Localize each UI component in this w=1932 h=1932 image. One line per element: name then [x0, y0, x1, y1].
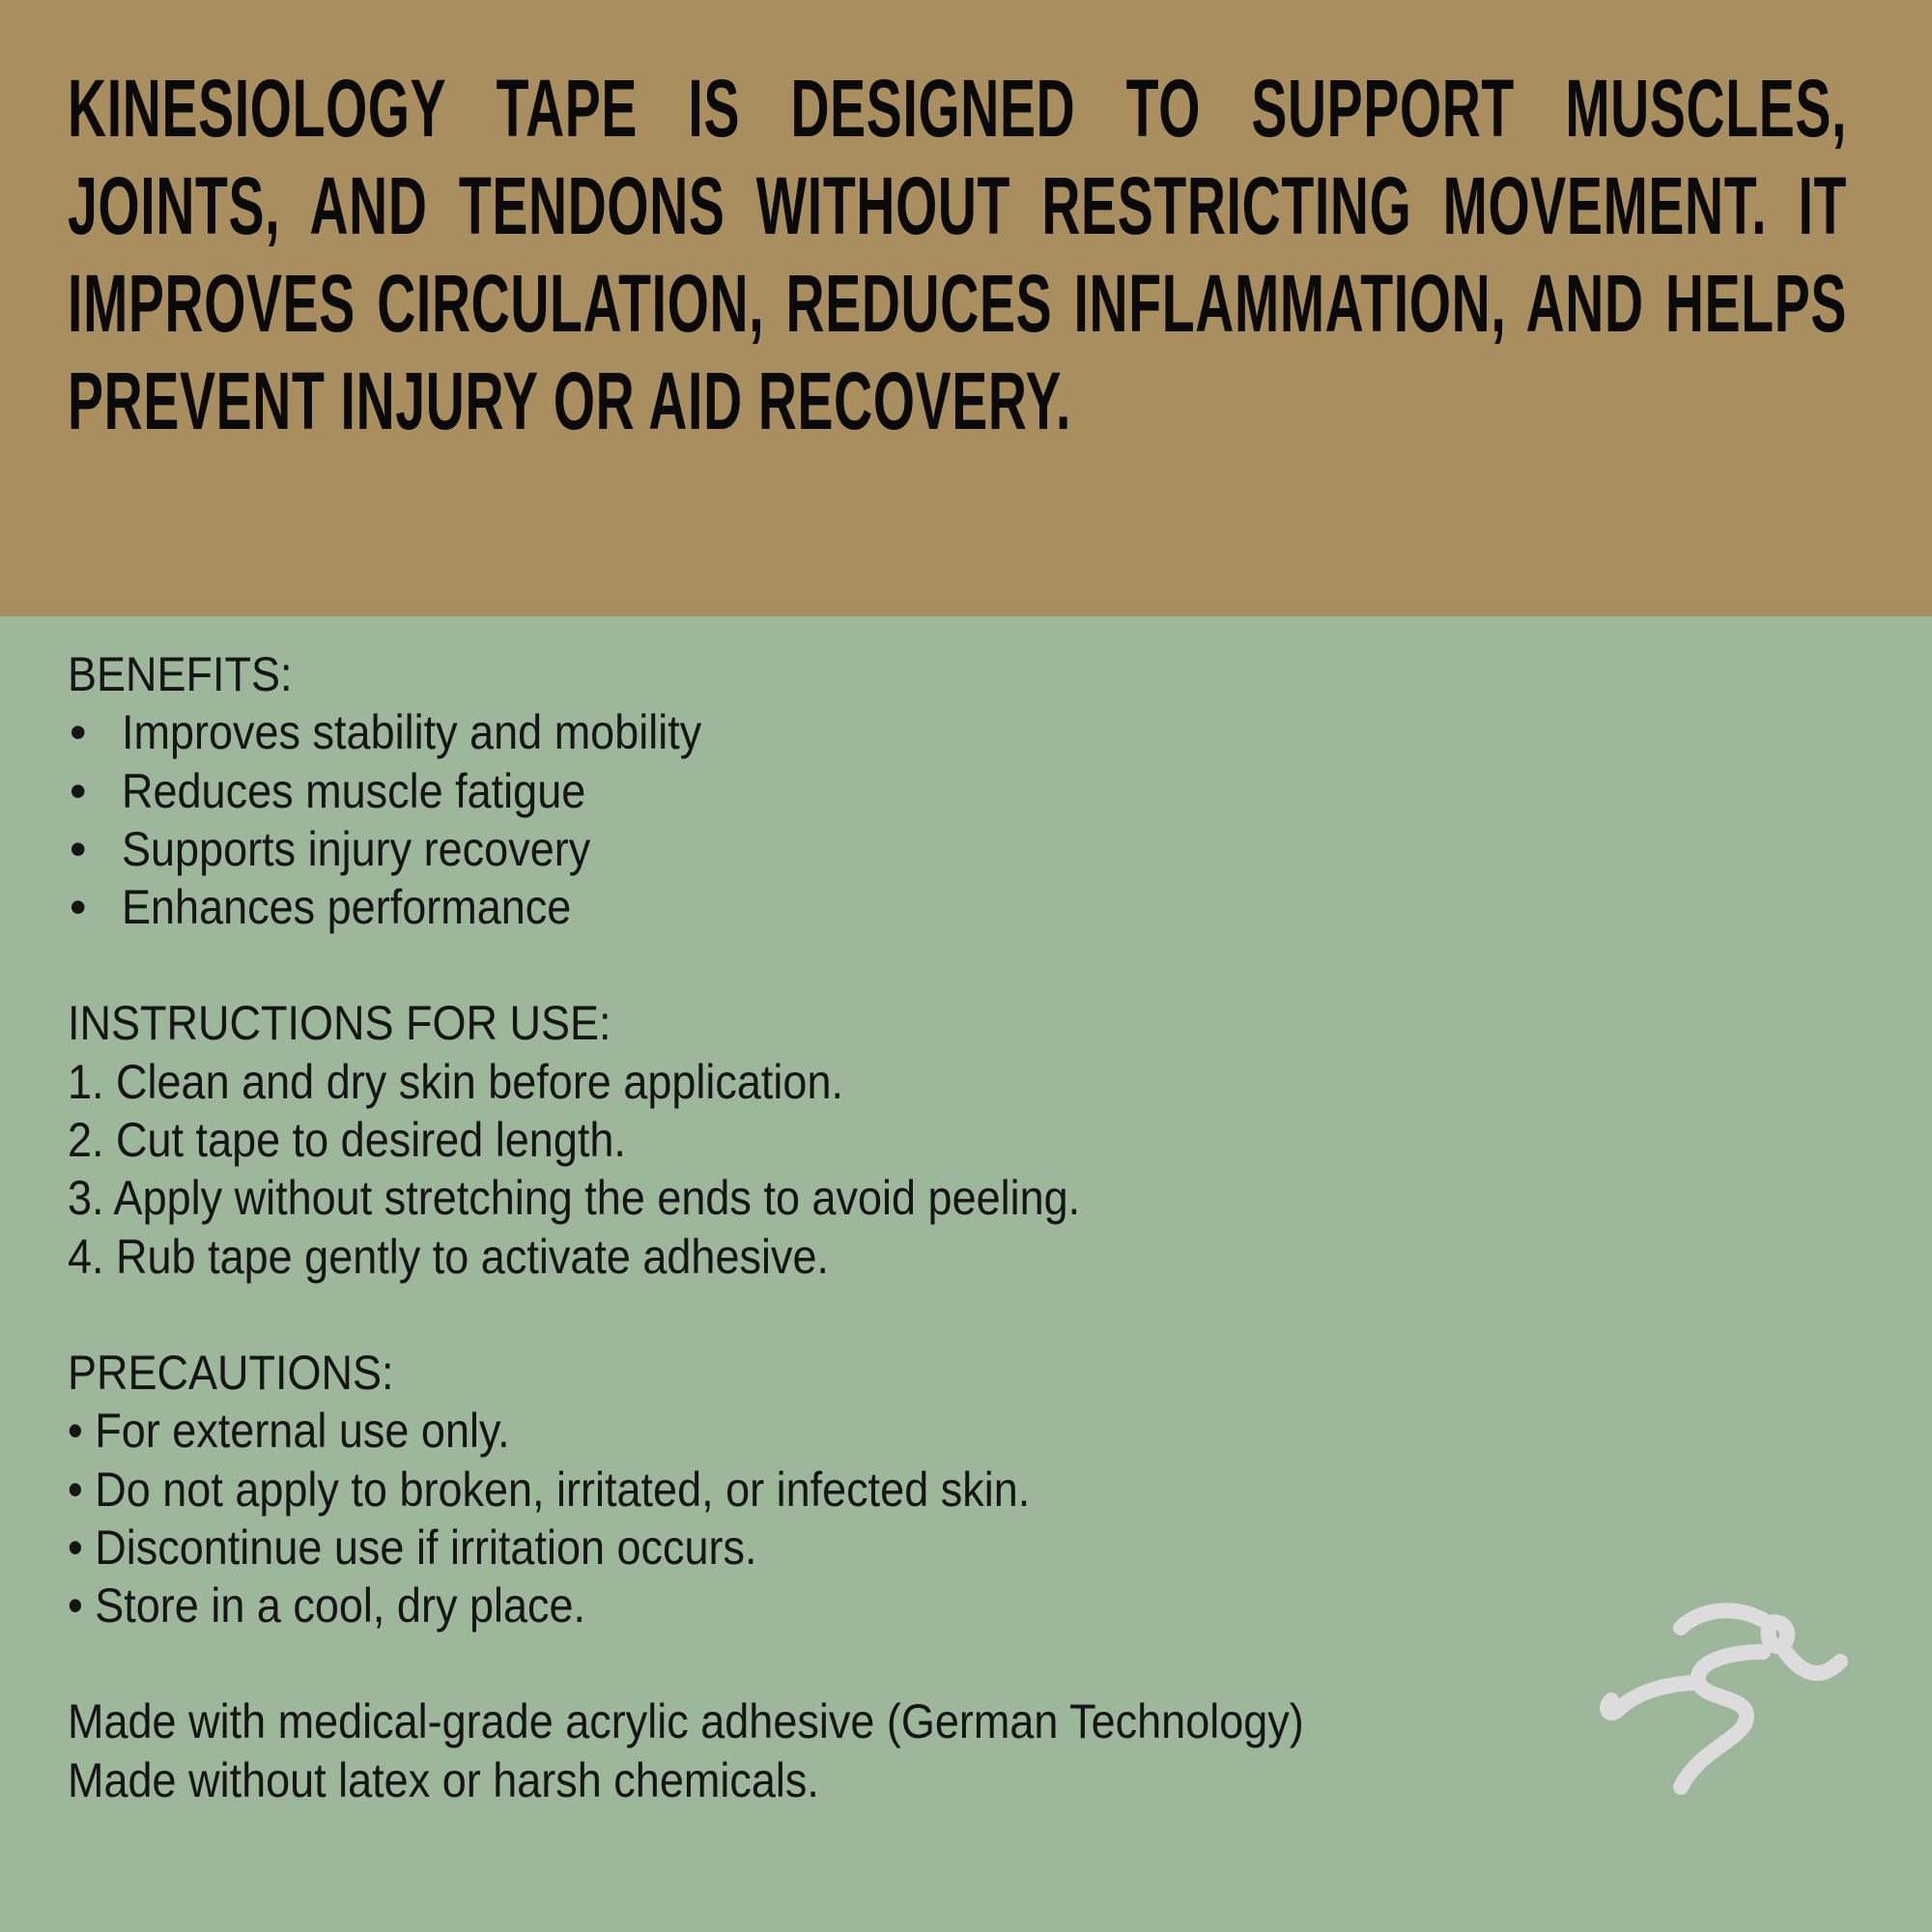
- running-figure-icon: [1584, 1594, 1850, 1797]
- benefits-heading: BENEFITS:: [68, 647, 293, 701]
- list-item: • Discontinue use if irritation occurs.: [68, 1520, 757, 1575]
- list-item: • Do not apply to broken, irritated, or infected skin.: [68, 1462, 1031, 1517]
- list-item: 1. Clean and dry skin before application.: [68, 1054, 843, 1109]
- benefit-text: Supports injury recovery: [122, 821, 591, 876]
- instructions-list: [68, 1053, 1517, 1286]
- headline: KINESIOLOGY TAPE IS DESIGNED TO SUPPORT MUSCLES, JOINTS, AND TENDONS WITHOUT RESTRICTING MOVEMENT. IT IMPROVES CIRCULATION, REDUCES INFLAMMATION, AND HELPS PREVENT INJURY OR AID RECOVERY.: [68, 63, 1848, 446]
- list-item: [68, 820, 1517, 878]
- benefits-list: [68, 703, 1517, 936]
- list-item: • Store in a cool, dry place.: [68, 1578, 586, 1634]
- bullet: •: [70, 763, 87, 818]
- benefit-text: Improves stability and mobility: [122, 705, 702, 760]
- precautions-heading: PRECAUTIONS:: [68, 1345, 394, 1400]
- latex-free-note: Made without latex or harsh chemicals.: [68, 1752, 819, 1807]
- adhesive-note: Made with medical-grade acrylic adhesive (German Technology): [68, 1694, 1304, 1749]
- instructions-heading: INSTRUCTIONS FOR USE:: [68, 996, 611, 1051]
- header-band: [0, 0, 1932, 616]
- product-info: [68, 645, 1517, 1867]
- bullet: •: [70, 821, 87, 876]
- list-item: • For external use only.: [68, 1404, 510, 1459]
- benefit-text: Reduces muscle fatigue: [122, 763, 586, 818]
- list-item: [68, 703, 1517, 761]
- precautions-section: [68, 1344, 1517, 1634]
- benefits-section: [68, 645, 1517, 936]
- list-item: 3. Apply without stretching the ends to avoid peeling.: [68, 1171, 1081, 1226]
- list-item: 4. Rub tape gently to activate adhesive.: [68, 1229, 830, 1284]
- material-note: [68, 1692, 1517, 1809]
- list-item: 2. Cut tape to desired length.: [68, 1113, 626, 1168]
- list-item: [68, 762, 1517, 820]
- list-item: [68, 878, 1517, 936]
- bullet: •: [70, 705, 87, 760]
- bullet: •: [70, 880, 87, 935]
- benefit-text: Enhances performance: [122, 880, 572, 935]
- instructions-section: [68, 994, 1517, 1285]
